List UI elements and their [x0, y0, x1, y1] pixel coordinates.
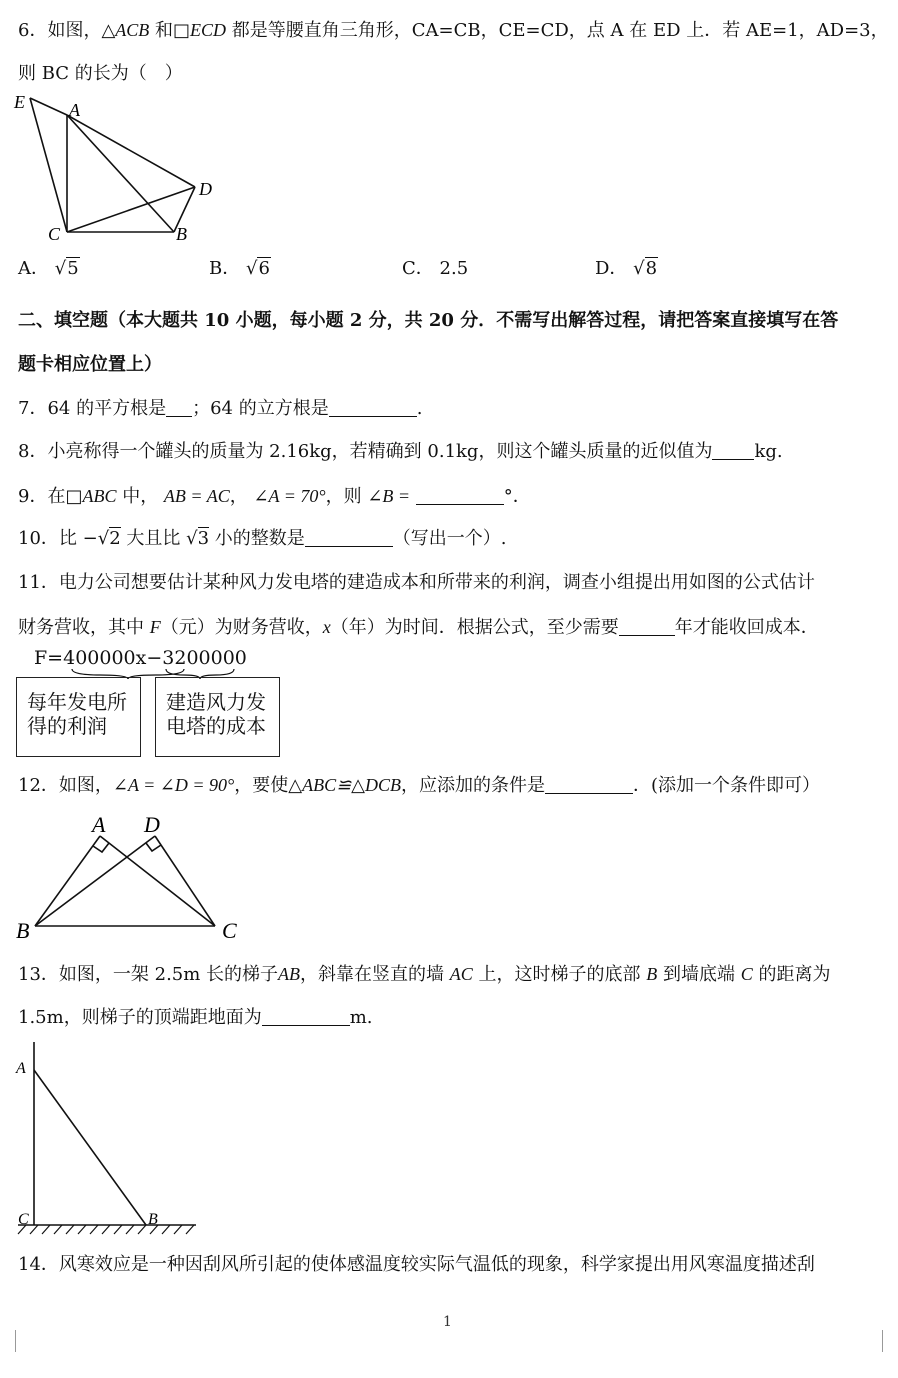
q6-label-d: D [199, 179, 212, 199]
q6-option-d-sqrt: √8 [633, 258, 658, 279]
q12-edge-ac [100, 836, 215, 926]
section2-heading-line1: 二、填空题（本大题共 10 小题，每小题 2 分，共 20 分．不需写出解答过程，请把答案直接填写在答 [18, 310, 839, 331]
q10-line: 10．比 −√2 大且比 √3 小的整数是 （写出一个）. [18, 528, 507, 549]
q12-edge-ba [35, 836, 100, 926]
q6-label-e: E [14, 92, 25, 112]
q6-option-c: C． 2.5 [402, 258, 469, 279]
page-number: 1 [443, 1314, 452, 1330]
q12-edge-dc [155, 836, 215, 926]
q6-triangle-acb: ACB [115, 20, 150, 40]
q12-label-d: D [144, 812, 160, 837]
q7-line: 7．64 的平方根是 ；64 的立方根是 . [18, 398, 423, 419]
q8-blank[interactable] [712, 441, 754, 460]
q6-text-b: 和□ [149, 20, 191, 41]
q6-option-b: B． √6 [209, 258, 270, 279]
q12-figure [10, 808, 250, 943]
q13-label-b: B [148, 1211, 158, 1228]
q10-sqrt: √3 [186, 528, 210, 549]
page-corner-right [882, 1330, 883, 1352]
q11-line1: 11．电力公司想要估计某种风力发电塔的建造成本和所带来的利润，调查小组提出用如图的公式估计 [18, 572, 815, 593]
q6-line2: 则 BC 的长为（ ） [18, 63, 183, 84]
q6-line1 [18, 18, 889, 43]
q6-label-c: C [48, 224, 61, 244]
q13-line1: 13．如图，一架 2.5m 长的梯子AB，斜靠在竖直的墙 AC 上，这时梯子的底部 B 到墙底端 C 的距离为 [18, 964, 831, 985]
q6-text-a: 6．如图，△ [18, 20, 116, 41]
q12-edge-bd [35, 836, 155, 926]
q6-option-a-sqrt: √5 [54, 258, 79, 279]
q12-line: 12．如图，∠A = ∠D = 90°，要使△ABC≌△DCB，应添加的条件是 ．(添加一个条件即可） [18, 775, 821, 796]
q10-neg-sqrt: −√2 [82, 528, 121, 549]
section2-heading-line2: 题卡相应位置上） [18, 354, 162, 375]
q6-text-c: 都是等腰直角三角形，CA=CB，CE=CD，点 A 在 ED 上．若 AE=1，AD=3， [226, 20, 889, 41]
q6-option-d: D． √8 [595, 258, 658, 279]
q13-ground-hatching [18, 1225, 194, 1234]
q12-blank[interactable] [545, 775, 633, 794]
q7-blank-1[interactable] [166, 398, 192, 417]
q6-figure [10, 88, 230, 248]
q6-edge-ad [67, 115, 195, 187]
q8-line: 8．小亮称得一个罐头的质量为 2.16kg，若精确到 0.1kg，则这个罐头质量的近似值为 kg. [18, 441, 783, 462]
q13-blank[interactable] [262, 1007, 350, 1026]
q13-label-a: A [16, 1060, 26, 1077]
q7-blank-2[interactable] [329, 398, 417, 417]
q12-right-angle-d [146, 843, 161, 851]
q12-label-b: B [16, 918, 30, 943]
q6-option-b-sqrt: √6 [245, 258, 270, 279]
q10-blank[interactable] [305, 528, 393, 547]
q13-figure [10, 1038, 210, 1243]
q11-box-cost: 建造风力发 电塔的成本 [155, 677, 280, 757]
q6-label-b: B [176, 224, 187, 244]
q6-edge-ec [30, 98, 67, 232]
q9-line: 9．在□ABC 中， AB = AC， ∠A = 70°，则 ∠B = °． [18, 486, 531, 507]
q11-box-profit: 每年发电所 得的利润 [16, 677, 141, 757]
q11-blank[interactable] [619, 617, 675, 636]
q6-edge-ea [30, 98, 67, 115]
q11-formula: F=400000x−3200000 [34, 647, 247, 669]
q6-label-a: A [69, 100, 80, 120]
q12-right-angle-a [93, 843, 109, 852]
page-corner-left [15, 1330, 16, 1352]
q14-line1: 14．风寒效应是一种因刮风所引起的使体感温度较实际气温低的现象，科学家提出用风寒温度描述刮 [18, 1254, 815, 1275]
q13-label-c: C [18, 1211, 29, 1228]
q13-line2: 1.5m，则梯子的顶端距地面为 m. [18, 1007, 373, 1028]
q9-blank[interactable] [416, 486, 504, 505]
q11-line2: 财务营收，其中 F（元）为财务营收，x（年）为时间．根据公式，至少需要 年才能收回成本． [18, 617, 819, 638]
q6-triangle-ecd: ECD [190, 20, 227, 40]
q6-edge-ab [67, 115, 174, 232]
q6-option-a: A． √5 [18, 258, 79, 279]
q13-ladder [34, 1070, 146, 1225]
q12-label-c: C [222, 918, 237, 943]
q12-label-a: A [92, 812, 106, 837]
